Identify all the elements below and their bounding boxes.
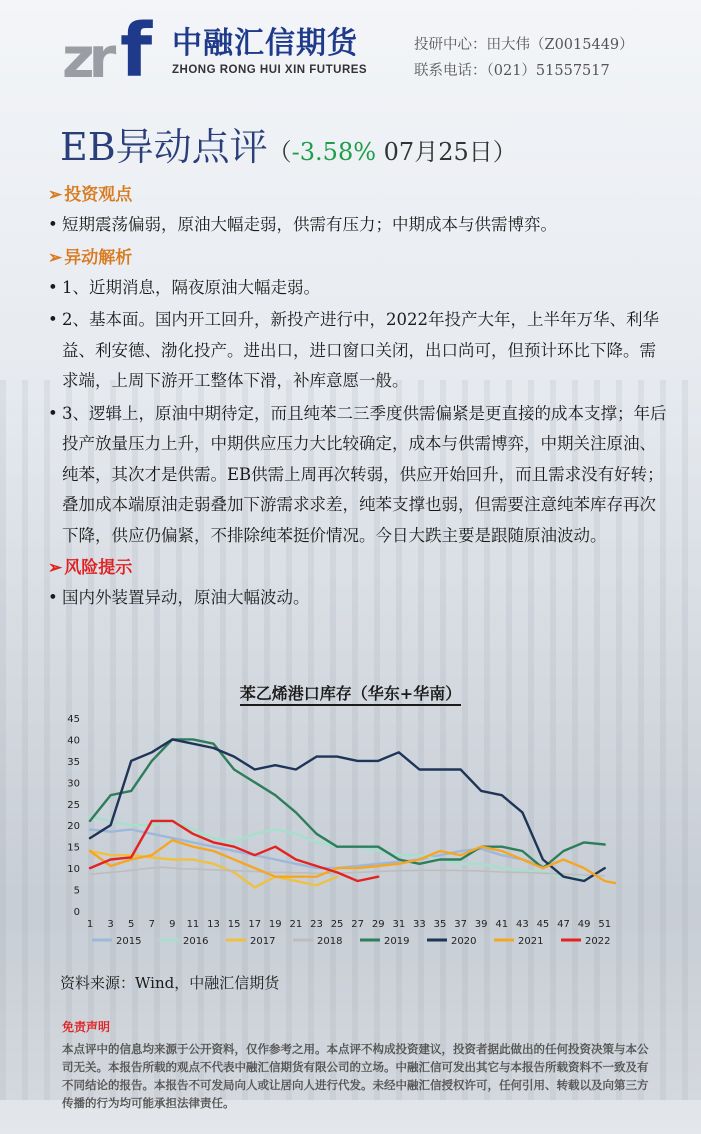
brand-name-en: ZHONG RONG HUI XIN FUTURES — [172, 64, 368, 76]
section-heading-analysis: ➢ 异动解析 — [48, 247, 133, 268]
header — [0, 0, 701, 100]
x-tick-label: 29 — [371, 919, 385, 930]
x-tick-label: 39 — [474, 919, 488, 930]
x-tick-label: 49 — [577, 919, 591, 930]
arrow-icon: ➢ — [48, 185, 63, 205]
legend-label-2020: 2020 — [451, 936, 477, 947]
title-change-pct: -3.58% — [291, 138, 377, 166]
y-tick-label: 35 — [67, 756, 80, 768]
x-tick-label: 35 — [433, 919, 447, 930]
y-tick-label: 30 — [67, 778, 80, 790]
x-tick-label: 27 — [351, 919, 365, 930]
legend-label-2017: 2017 — [250, 936, 276, 947]
page-title — [60, 116, 517, 171]
legend-label-2015: 2015 — [116, 936, 142, 947]
logo-blue-letter: f — [120, 8, 153, 94]
legend-label-2019: 2019 — [384, 936, 410, 947]
section-heading-risk: ➢ 风险提示 — [48, 558, 133, 578]
y-tick-label: 20 — [67, 821, 80, 833]
y-tick-label: 25 — [67, 799, 80, 811]
x-tick-label: 13 — [207, 919, 220, 930]
y-tick-label: 10 — [67, 864, 80, 876]
inventory-line-chart — [60, 706, 640, 956]
section-heading-view: ➢ 投资观点 — [48, 185, 133, 205]
x-tick-label: 21 — [289, 919, 303, 930]
arrow-icon: ➢ — [48, 247, 63, 268]
logo-grey-letters: zr — [62, 26, 111, 91]
source-note: 资料来源：Wind，中融汇信期货 — [60, 974, 280, 992]
chart-title: 苯乙烯港口库存（华东+华南） — [0, 681, 701, 704]
legend-label-2022: 2022 — [585, 936, 611, 947]
report-content — [48, 178, 668, 616]
x-tick-label: 5 — [127, 919, 135, 930]
legend-label-2021: 2021 — [518, 936, 544, 947]
brand-name-cn: 中融汇信期货 — [172, 26, 358, 61]
x-tick-label: 15 — [227, 919, 241, 930]
y-tick-label: 5 — [73, 885, 80, 897]
y-tick-label: 0 — [73, 907, 80, 918]
x-tick-label: 9 — [169, 919, 176, 930]
x-tick-label: 19 — [268, 919, 282, 930]
contact-research: 投研中心：田大伟（Z0015449） — [414, 37, 634, 53]
company-logo — [62, 8, 162, 94]
x-tick-label: 23 — [310, 919, 323, 930]
list-item: • 2、基本面。国内开工回升，新投产进行中，2022年投产大年，上半年万华、利华益、利安德、渤化投产。进出口，进口窗口关闭，出口尚可，但预计环比下降。需求端，上周下游开工整体下滑，补库意愿一般。 — [48, 305, 668, 397]
y-tick-label: 45 — [67, 714, 80, 725]
list-item: • 3、逻辑上，原油中期待定，而且纯苯二三季度供需偏紧是更直接的成本支撑；年后投产放量压力上升，中期供应压力大比较确定，成本与供需博弈，中期关注原油、纯苯，其次才是供需。EB供需上周再次转弱，供应开始回升，而且需求没有好转；叠加成本端原油走弱叠加下游需求求差，纯苯支撑也弱，但需要注意纯苯库存再次下降，供应仍偏紧，不排除纯苯挺价情况。今日大跌主要是跟随原油波动。 — [48, 399, 668, 552]
contact-phone: 联系电话：（021）51557517 — [414, 63, 610, 79]
y-tick-label: 40 — [67, 735, 80, 747]
x-tick-label: 41 — [495, 919, 509, 930]
disclaimer-body: 本点评中的信息均来源于公开资料，仅作参考之用。本点评不构成投资建议，投资者据此做出的任何投资决策与本公司无关。本报告所载的观点不代表中融汇信期货有限公司的立场。中融汇信可发出其它与本报告所载资料不一致及有不同结论的报告。本报告不可发局向人或让居向人进行代发。未经中融汇信授权许可，任何引用、转载以及向第三方传播的行为均可能承担法律责任。 — [62, 1042, 649, 1110]
x-tick-label: 25 — [330, 919, 344, 930]
x-tick-label: 31 — [392, 919, 406, 930]
x-tick-label: 11 — [186, 919, 200, 930]
x-tick-label: 17 — [248, 919, 262, 930]
list-item: • 1、近期消息，隔夜原油大幅走弱。 — [48, 273, 668, 304]
list-item: • 国内外装置异动，原油大幅波动。 — [48, 583, 668, 614]
x-tick-label: 3 — [107, 919, 114, 930]
legend-label-2018: 2018 — [317, 936, 343, 947]
x-tick-label: 1 — [86, 919, 94, 930]
disclaimer-heading: 免责声明 — [62, 1020, 111, 1034]
title-date: 07月25日） — [376, 138, 517, 166]
x-tick-label: 33 — [413, 919, 426, 930]
x-tick-label: 45 — [536, 919, 550, 930]
x-tick-label: 43 — [515, 919, 529, 930]
contact-info — [414, 32, 634, 84]
x-tick-label: 7 — [148, 919, 155, 930]
title-main: EB异动点评 — [60, 125, 268, 169]
list-item: • 短期震荡偏弱，原油大幅走弱，供需有压力；中期成本与供需博弈。 — [48, 210, 668, 241]
title-open-paren: （ — [267, 138, 292, 166]
y-tick-label: 15 — [67, 842, 80, 854]
x-tick-label: 47 — [557, 919, 570, 930]
x-tick-label: 51 — [598, 919, 612, 930]
arrow-icon: ➢ — [48, 558, 63, 578]
x-tick-label: 37 — [454, 919, 467, 930]
legend-label-2016: 2016 — [183, 936, 209, 947]
